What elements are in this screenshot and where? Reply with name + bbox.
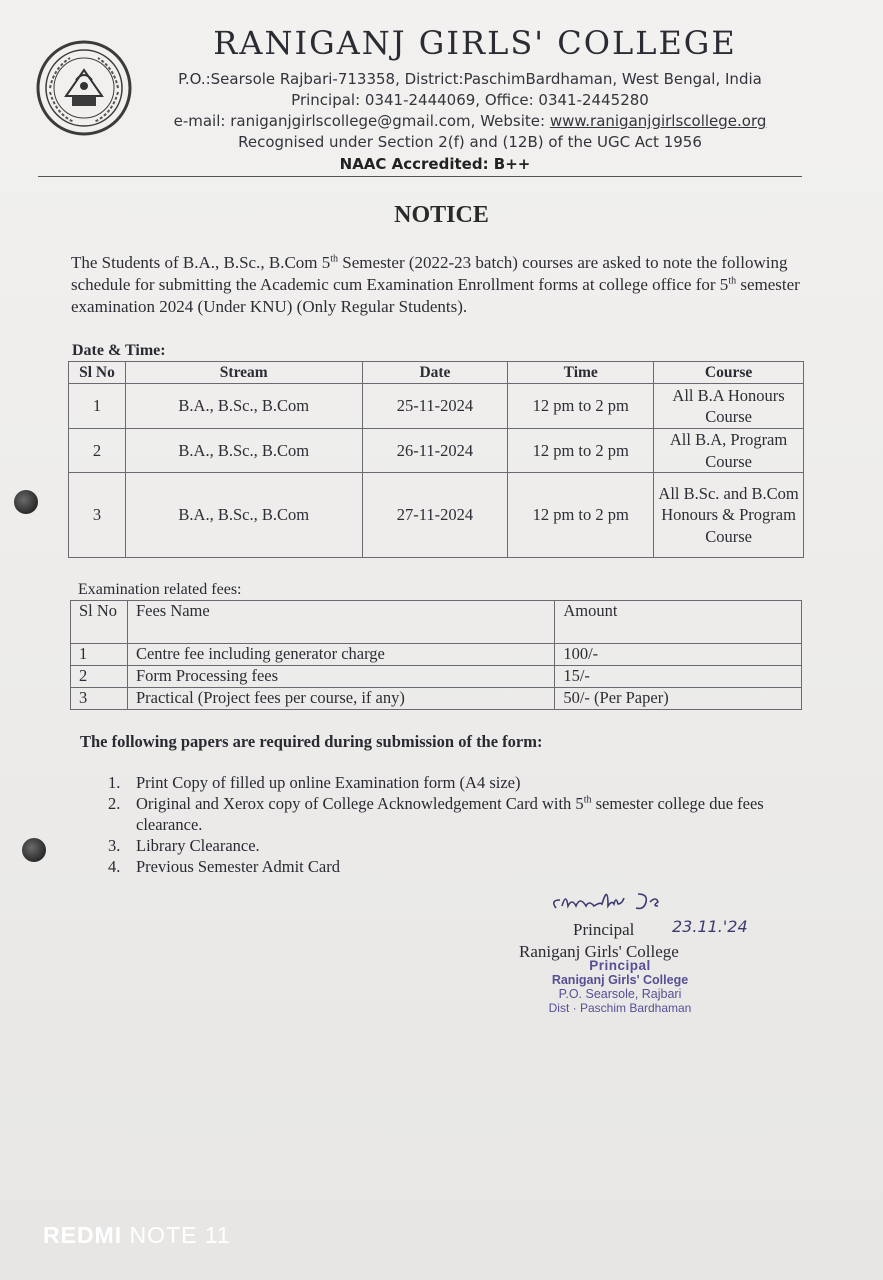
schedule-sl: 2 [69, 429, 126, 473]
schedule-header: Date [362, 362, 508, 384]
list-item: 1. Print Copy of filled up online Examination form (A4 size) [108, 773, 521, 792]
schedule-table [68, 361, 804, 558]
schedule-time: 12 pm to 2 pm [508, 384, 654, 429]
schedule-date: 25-11-2024 [362, 384, 508, 429]
college-address: P.O.:Searsole Rajbari-713358, District:PaschimBardhaman, West Bengal, India [178, 70, 762, 88]
list-item: 3. Library Clearance. [108, 836, 260, 855]
fee-amount: 50/- (Per Paper) [555, 688, 802, 710]
schedule-stream: B.A., B.Sc., B.Com [125, 429, 362, 473]
signatory-title: Principal [573, 920, 635, 939]
table-row [71, 644, 802, 666]
signatory-college: Raniganj Girls' College [519, 942, 679, 961]
schedule-stream: B.A., B.Sc., B.Com [125, 384, 362, 429]
notice-title: NOTICE [394, 202, 489, 228]
fee-amount: 15/- [555, 666, 802, 688]
stamp-line: Raniganj Girls' College [551, 973, 689, 987]
fee-name: Practical (Project fees per course, if any) [127, 688, 554, 710]
college-seal-logo [36, 40, 132, 136]
table-row [69, 473, 804, 558]
fee-sl: 2 [71, 666, 128, 688]
fees-header: Fees Name [127, 601, 554, 644]
naac-accreditation: NAAC Accredited: B++ [339, 155, 531, 173]
table-row [69, 429, 804, 473]
schedule-date: 26-11-2024 [362, 429, 508, 473]
svg-text:23.11.'24: 23.11.'24 [672, 917, 748, 936]
schedule-header-row [69, 362, 804, 384]
stamp-line: P.O. Searsole, Rajbari [558, 987, 682, 1001]
schedule-time: 12 pm to 2 pm [508, 429, 654, 473]
schedule-header: Sl No [69, 362, 126, 384]
college-email: e-mail: raniganjgirlscollege@gmail.com, Website: [173, 112, 550, 130]
punch-hole-icon [14, 490, 38, 514]
table-row [69, 384, 804, 429]
stamp-line: Dist · Paschim Bardhaman [548, 1001, 692, 1015]
fee-name: Form Processing fees [127, 666, 554, 688]
fees-header: Amount [555, 601, 802, 644]
camera-watermark: REDMI NOTE 11 [43, 1222, 231, 1248]
college-name: RANIGANJ GIRLS' COLLEGE [213, 24, 737, 62]
schedule-date: 27-11-2024 [362, 473, 508, 558]
fees-header-row [71, 601, 802, 644]
schedule-course: All B.Sc. and B.Com Honours & Program Course [654, 473, 804, 558]
notice-intro: The Students of B.A., B.Sc., B.Com 5th Semester (2022-23 batch) courses are asked to note the following schedule for submitting the Academic cum Examination Enrollment forms at college office for 5th semester examination 2024 (Under KNU) (Only Regular Students). [71, 253, 800, 316]
schedule-course: All B.A, Program Course [654, 429, 804, 473]
fee-name: Centre fee including generator charge [127, 644, 554, 666]
fees-label: Examination related fees: [78, 581, 242, 598]
college-recognition: Recognised under Section 2(f) and (12B) of the UGC Act 1956 [238, 133, 702, 151]
fees-table [70, 600, 802, 710]
requirements-title: The following papers are required during submission of the form: [80, 732, 543, 751]
college-website-link[interactable]: www.raniganjgirlscollege.org [549, 112, 767, 130]
schedule-header: Course [654, 362, 804, 384]
schedule-header: Time [508, 362, 654, 384]
fee-sl: 3 [71, 688, 128, 710]
college-contact [150, 112, 790, 130]
requirements-list [108, 772, 798, 877]
schedule-stream: B.A., B.Sc., B.Com [125, 473, 362, 558]
college-phones: Principal: 0341-2444069, Office: 0341-2445280 [291, 91, 649, 109]
schedule-sl: 3 [69, 473, 126, 558]
fee-amount: 100/- [555, 644, 802, 666]
schedule-time: 12 pm to 2 pm [508, 473, 654, 558]
header-divider [38, 176, 802, 177]
principal-stamp [530, 958, 710, 1015]
punch-hole-icon [22, 838, 46, 862]
schedule-course: All B.A Honours Course [654, 384, 804, 429]
schedule-label: Date & Time: [72, 342, 166, 359]
list-item: 4. Previous Semester Admit Card [108, 857, 340, 876]
list-item: 2. Original and Xerox copy of College Acknowledgement Card with 5th semester college due fees clearance. [108, 794, 764, 834]
schedule-header: Stream [125, 362, 362, 384]
fee-sl: 1 [71, 644, 128, 666]
schedule-sl: 1 [69, 384, 126, 429]
stamp-line: Principal [589, 958, 651, 973]
fees-header: Sl No [71, 601, 128, 644]
table-row [71, 666, 802, 688]
table-row [71, 688, 802, 710]
